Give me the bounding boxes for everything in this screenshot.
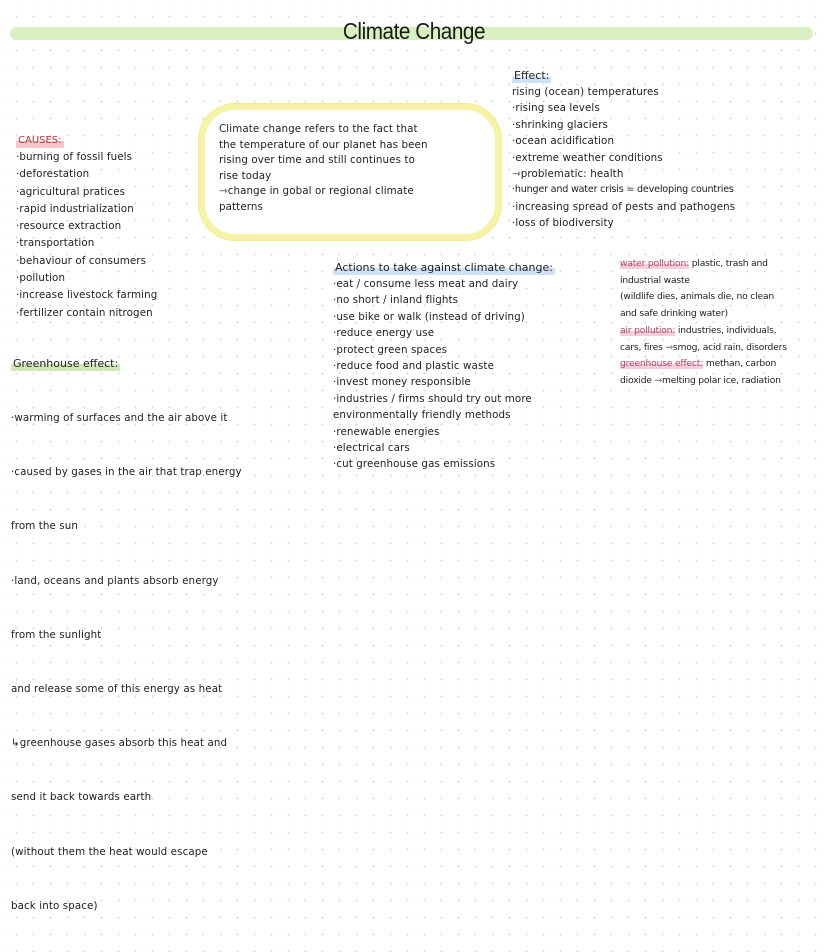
greenhouse-note-label: greenhouse effect: xyxy=(620,358,704,370)
list-item: ·electrical cars xyxy=(333,442,410,455)
water-pollution-text: plastic, trash and xyxy=(688,258,768,269)
list-item: rising (ocean) temperatures xyxy=(512,86,659,98)
effect-section xyxy=(512,64,824,232)
pollution-section xyxy=(620,256,825,390)
list-item: ·rapid industrialization xyxy=(16,202,134,215)
greenhouse-list xyxy=(11,372,281,952)
definition-line: ⇾change in gobal or regional climate xyxy=(219,185,414,197)
definition-cloud xyxy=(205,110,495,234)
list-item: (wildlife dies, animals die, no clean xyxy=(620,291,775,303)
list-item: ·no short / inland flights xyxy=(333,294,459,307)
list-item: ·cut greenhouse gas emissions xyxy=(333,458,496,471)
list-item: ·use bike or walk (instead of driving) xyxy=(333,310,525,323)
list-item: industrial waste xyxy=(620,274,690,286)
list-item: and safe drinking water) xyxy=(620,308,728,320)
water-pollution-label: water pollution: xyxy=(620,258,689,269)
list-item: ·extreme weather conditions xyxy=(512,151,663,164)
actions-list xyxy=(333,276,613,473)
list-item: ·eat / consume less meat and dairy xyxy=(333,278,519,290)
list-item: ·reduce food and plastic waste xyxy=(333,360,494,373)
list-item: send it back towards earth xyxy=(11,791,152,804)
list-item: ·invest money responsible xyxy=(333,376,471,389)
definition-line: Climate change refers to the fact that xyxy=(219,123,418,135)
list-item: ·transportation xyxy=(16,237,95,250)
greenhouse-heading: Greenhouse effect: xyxy=(13,357,119,370)
greenhouse-section xyxy=(11,352,281,952)
greenhouse-note-line xyxy=(620,356,825,373)
definition-line: rising over time and still continues to xyxy=(219,154,415,166)
causes-heading: CAUSES: xyxy=(18,135,62,146)
greenhouse-note-text: methan, carbon xyxy=(703,358,777,370)
list-item: ·increase livestock farming xyxy=(16,289,158,302)
effect-heading: Effect: xyxy=(514,69,550,82)
list-item: ·rising sea levels xyxy=(512,102,600,115)
list-item: ·renewable energies xyxy=(333,425,440,438)
list-item: ·agricultural pratices xyxy=(16,185,126,198)
list-item: environmentally friendly methods xyxy=(333,409,511,422)
air-pollution-text: industries, individuals, xyxy=(675,324,777,336)
list-item: ·resource extraction xyxy=(16,220,122,233)
air-pollution-label: air pollution: xyxy=(620,324,676,336)
page-title: Climate Change xyxy=(342,18,486,44)
list-item: ·behaviour of consumers xyxy=(16,254,147,267)
definition-text xyxy=(219,122,489,215)
list-item: ·protect green spaces xyxy=(333,343,448,356)
list-item: from the sun xyxy=(11,520,79,533)
list-item: ·reduce energy use xyxy=(333,327,435,340)
list-item: ·hunger and water crisis = developing countries xyxy=(512,184,734,196)
actions-heading: Actions to take against climate change: xyxy=(335,261,553,274)
list-item: dioxide ⇾melting polar ice, radiation xyxy=(620,374,781,386)
causes-list xyxy=(16,149,206,322)
list-item: from the sunlight xyxy=(11,628,102,641)
list-item: ·burning of fossil fuels xyxy=(16,151,133,163)
list-item: cars, fires ⇾smog, acid rain, disorders xyxy=(620,341,787,353)
causes-section xyxy=(16,128,206,322)
list-item: ·increasing spread of pests and pathogens xyxy=(512,200,736,213)
list-item: ·industries / firms should try out more xyxy=(333,392,532,405)
water-pollution-line xyxy=(620,256,825,273)
definition-line: rise today xyxy=(219,169,272,182)
list-item: ·deforestation xyxy=(16,168,90,181)
definition-line: the temperature of our planet has been xyxy=(219,138,428,151)
list-item: ↳greenhouse gases absorb this heat and xyxy=(11,737,228,750)
list-item: ·pollution xyxy=(16,272,66,285)
actions-section xyxy=(333,256,613,473)
definition-line: patterns xyxy=(219,200,263,213)
list-item: ·land, oceans and plants absorb energy xyxy=(11,574,219,587)
list-item: ·ocean acidification xyxy=(512,135,615,148)
list-item: ⇾problematic: health xyxy=(512,168,624,181)
list-item: (without them the heat would escape xyxy=(11,845,208,858)
list-item: back into space) xyxy=(11,899,98,912)
list-item: ·caused by gases in the air that trap energy xyxy=(11,466,242,479)
effect-list xyxy=(512,84,824,232)
list-item: ·fertilizer contain nitrogen xyxy=(16,306,153,319)
list-item: and release some of this energy as heat xyxy=(11,683,223,696)
air-pollution-line xyxy=(620,323,825,340)
list-item: ·shrinking glaciers xyxy=(512,118,609,131)
list-item: ·warming of surfaces and the air above it xyxy=(11,412,228,424)
list-item: ·loss of biodiversity xyxy=(512,217,614,230)
